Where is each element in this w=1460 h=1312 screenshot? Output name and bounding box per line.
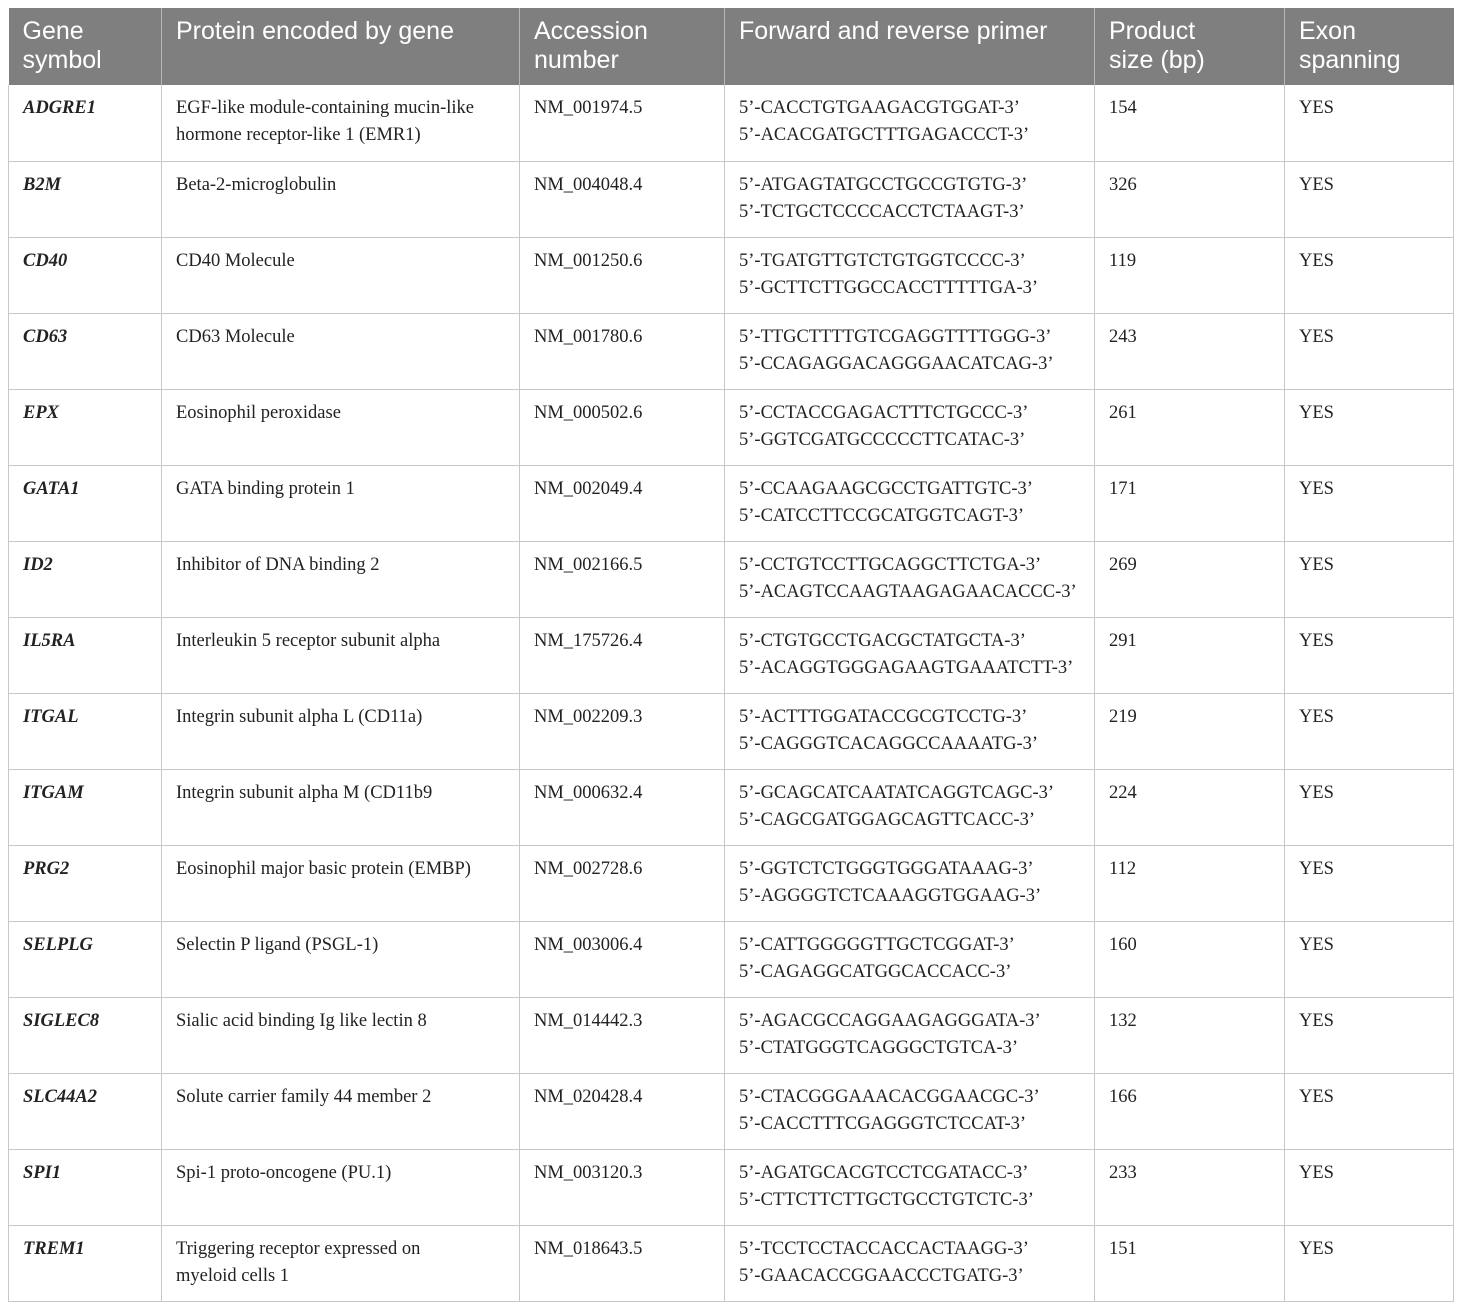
header-row bbox=[9, 8, 1454, 85]
primer-cell: 5’-CATTGGGGGTTGCTCGGAT-3’ 5’-CAGAGGCATGGCACCACC-3’ bbox=[725, 921, 1095, 997]
table-row bbox=[9, 769, 1454, 845]
gene-symbol-cell: GATA1 bbox=[9, 465, 162, 541]
exon-spanning-cell: YES bbox=[1285, 237, 1454, 313]
primer-cell: 5’-GGTCTCTGGGTGGGATAAAG-3’ 5’-AGGGGTCTCAAAGGTGGAAG-3’ bbox=[725, 845, 1095, 921]
protein-cell: Inhibitor of DNA binding 2 bbox=[162, 541, 520, 617]
accession-cell: NM_002209.3 bbox=[520, 693, 725, 769]
gene-symbol-cell: CD63 bbox=[9, 313, 162, 389]
primer-cell: 5’-TCCTCCTACCACCACTAAGG-3’ 5’-GAACACCGGAACCCTGATG-3’ bbox=[725, 1225, 1095, 1301]
accession-cell: NM_018643.5 bbox=[520, 1225, 725, 1301]
product-size-cell: 219 bbox=[1095, 693, 1285, 769]
accession-cell: NM_001780.6 bbox=[520, 313, 725, 389]
protein-cell: Selectin P ligand (PSGL-1) bbox=[162, 921, 520, 997]
protein-cell: Triggering receptor expressed on myeloid cells 1 bbox=[162, 1225, 520, 1301]
product-size-cell: 160 bbox=[1095, 921, 1285, 997]
product-size-cell: 171 bbox=[1095, 465, 1285, 541]
product-size-cell: 261 bbox=[1095, 389, 1285, 465]
accession-cell: NM_000632.4 bbox=[520, 769, 725, 845]
accession-cell: NM_002166.5 bbox=[520, 541, 725, 617]
accession-cell: NM_001974.5 bbox=[520, 85, 725, 161]
header-primers: Forward and reverse primer bbox=[725, 8, 1095, 85]
primer-cell: 5’-CCAAGAAGCGCCTGATTGTC-3’ 5’-CATCCTTCCGCATGGTCAGT-3’ bbox=[725, 465, 1095, 541]
exon-spanning-cell: YES bbox=[1285, 161, 1454, 237]
product-size-cell: 132 bbox=[1095, 997, 1285, 1073]
gene-symbol-cell: ADGRE1 bbox=[9, 85, 162, 161]
gene-symbol-cell: PRG2 bbox=[9, 845, 162, 921]
product-size-cell: 154 bbox=[1095, 85, 1285, 161]
gene-symbol-cell: IL5RA bbox=[9, 617, 162, 693]
primer-cell: 5’-AGATGCACGTCCTCGATACC-3’ 5’-CTTCTTCTTGCTGCCTGTCTC-3’ bbox=[725, 1149, 1095, 1225]
exon-spanning-cell: YES bbox=[1285, 1225, 1454, 1301]
protein-cell: Integrin subunit alpha L (CD11a) bbox=[162, 693, 520, 769]
gene-symbol-cell: ITGAL bbox=[9, 693, 162, 769]
protein-cell: CD63 Molecule bbox=[162, 313, 520, 389]
table-row bbox=[9, 845, 1454, 921]
gene-symbol-cell: EPX bbox=[9, 389, 162, 465]
exon-spanning-cell: YES bbox=[1285, 313, 1454, 389]
exon-spanning-cell: YES bbox=[1285, 617, 1454, 693]
table-row bbox=[9, 693, 1454, 769]
protein-cell: Eosinophil major basic protein (EMBP) bbox=[162, 845, 520, 921]
table-row bbox=[9, 541, 1454, 617]
table-row bbox=[9, 465, 1454, 541]
accession-cell: NM_003006.4 bbox=[520, 921, 725, 997]
accession-cell: NM_000502.6 bbox=[520, 389, 725, 465]
gene-symbol-cell: B2M bbox=[9, 161, 162, 237]
protein-cell: CD40 Molecule bbox=[162, 237, 520, 313]
exon-spanning-cell: YES bbox=[1285, 845, 1454, 921]
table-row bbox=[9, 1149, 1454, 1225]
table-row bbox=[9, 997, 1454, 1073]
primer-cell: 5’-TGATGTTGTCTGTGGTCCCC-3’ 5’-GCTTCTTGGCCACCTTTTTGA-3’ bbox=[725, 237, 1095, 313]
primer-cell: 5’-CTACGGGAAACACGGAACGC-3’ 5’-CACCTTTCGAGGGTCTCCAT-3’ bbox=[725, 1073, 1095, 1149]
table-row bbox=[9, 1225, 1454, 1301]
header-protein: Protein encoded by gene bbox=[162, 8, 520, 85]
primer-cell: 5’-ACTTTGGATACCGCGTCCTG-3’ 5’-CAGGGTCACAGGCCAAAATG-3’ bbox=[725, 693, 1095, 769]
header-exon-spanning: Exon spanning bbox=[1285, 8, 1454, 85]
primer-cell: 5’-CACCTGTGAAGACGTGGAT-3’ 5’-ACACGATGCTTTGAGACCCT-3’ bbox=[725, 85, 1095, 161]
product-size-cell: 291 bbox=[1095, 617, 1285, 693]
protein-cell: EGF-like module-containing mucin-like hormone receptor-like 1 (EMR1) bbox=[162, 85, 520, 161]
exon-spanning-cell: YES bbox=[1285, 1149, 1454, 1225]
primer-cell: 5’-AGACGCCAGGAAGAGGGATA-3’ 5’-CTATGGGTCAGGGCTGTCA-3’ bbox=[725, 997, 1095, 1073]
product-size-cell: 224 bbox=[1095, 769, 1285, 845]
gene-symbol-cell: SLC44A2 bbox=[9, 1073, 162, 1149]
table-row bbox=[9, 617, 1454, 693]
primer-cell: 5’-GCAGCATCAATATCAGGTCAGC-3’ 5’-CAGCGATGGAGCAGTTCACC-3’ bbox=[725, 769, 1095, 845]
protein-cell: Eosinophil peroxidase bbox=[162, 389, 520, 465]
table-row bbox=[9, 237, 1454, 313]
accession-cell: NM_003120.3 bbox=[520, 1149, 725, 1225]
exon-spanning-cell: YES bbox=[1285, 997, 1454, 1073]
accession-cell: NM_001250.6 bbox=[520, 237, 725, 313]
gene-symbol-cell: TREM1 bbox=[9, 1225, 162, 1301]
protein-cell: Sialic acid binding Ig like lectin 8 bbox=[162, 997, 520, 1073]
protein-cell: Interleukin 5 receptor subunit alpha bbox=[162, 617, 520, 693]
product-size-cell: 233 bbox=[1095, 1149, 1285, 1225]
primer-cell: 5’-CCTACCGAGACTTTCTGCCC-3’ 5’-GGTCGATGCCCCCTTCATAC-3’ bbox=[725, 389, 1095, 465]
primer-table bbox=[8, 8, 1454, 1302]
protein-cell: Integrin subunit alpha M (CD11b9 bbox=[162, 769, 520, 845]
table-row bbox=[9, 921, 1454, 997]
exon-spanning-cell: YES bbox=[1285, 1073, 1454, 1149]
protein-cell: GATA binding protein 1 bbox=[162, 465, 520, 541]
gene-symbol-cell: ITGAM bbox=[9, 769, 162, 845]
product-size-cell: 151 bbox=[1095, 1225, 1285, 1301]
exon-spanning-cell: YES bbox=[1285, 769, 1454, 845]
product-size-cell: 119 bbox=[1095, 237, 1285, 313]
accession-cell: NM_004048.4 bbox=[520, 161, 725, 237]
header-gene-symbol: Gene symbol bbox=[9, 8, 162, 85]
gene-symbol-cell: SPI1 bbox=[9, 1149, 162, 1225]
table-row bbox=[9, 389, 1454, 465]
gene-symbol-cell: SELPLG bbox=[9, 921, 162, 997]
header-accession: Accession number bbox=[520, 8, 725, 85]
accession-cell: NM_002049.4 bbox=[520, 465, 725, 541]
accession-cell: NM_014442.3 bbox=[520, 997, 725, 1073]
exon-spanning-cell: YES bbox=[1285, 389, 1454, 465]
product-size-cell: 269 bbox=[1095, 541, 1285, 617]
primer-cell: 5’-ATGAGTATGCCTGCCGTGTG-3’ 5’-TCTGCTCCCCACCTCTAAGT-3’ bbox=[725, 161, 1095, 237]
product-size-cell: 112 bbox=[1095, 845, 1285, 921]
exon-spanning-cell: YES bbox=[1285, 921, 1454, 997]
accession-cell: NM_175726.4 bbox=[520, 617, 725, 693]
primer-cell: 5’-CCTGTCCTTGCAGGCTTCTGA-3’ 5’-ACAGTCCAAGTAAGAGAACACCC-3’ bbox=[725, 541, 1095, 617]
table-row bbox=[9, 313, 1454, 389]
table-row bbox=[9, 85, 1454, 161]
product-size-cell: 166 bbox=[1095, 1073, 1285, 1149]
protein-cell: Solute carrier family 44 member 2 bbox=[162, 1073, 520, 1149]
product-size-cell: 326 bbox=[1095, 161, 1285, 237]
gene-symbol-cell: SIGLEC8 bbox=[9, 997, 162, 1073]
primer-cell: 5’-CTGTGCCTGACGCTATGCTA-3’ 5’-ACAGGTGGGAGAAGTGAAATCTT-3’ bbox=[725, 617, 1095, 693]
accession-cell: NM_020428.4 bbox=[520, 1073, 725, 1149]
table-row bbox=[9, 1073, 1454, 1149]
product-size-cell: 243 bbox=[1095, 313, 1285, 389]
gene-symbol-cell: ID2 bbox=[9, 541, 162, 617]
primer-cell: 5’-TTGCTTTTGTCGAGGTTTTGGG-3’ 5’-CCAGAGGACAGGGAACATCAG-3’ bbox=[725, 313, 1095, 389]
exon-spanning-cell: YES bbox=[1285, 465, 1454, 541]
exon-spanning-cell: YES bbox=[1285, 693, 1454, 769]
header-product-size: Product size (bp) bbox=[1095, 8, 1285, 85]
table-row bbox=[9, 161, 1454, 237]
exon-spanning-cell: YES bbox=[1285, 541, 1454, 617]
gene-symbol-cell: CD40 bbox=[9, 237, 162, 313]
protein-cell: Beta-2-microglobulin bbox=[162, 161, 520, 237]
exon-spanning-cell: YES bbox=[1285, 85, 1454, 161]
accession-cell: NM_002728.6 bbox=[520, 845, 725, 921]
protein-cell: Spi-1 proto-oncogene (PU.1) bbox=[162, 1149, 520, 1225]
